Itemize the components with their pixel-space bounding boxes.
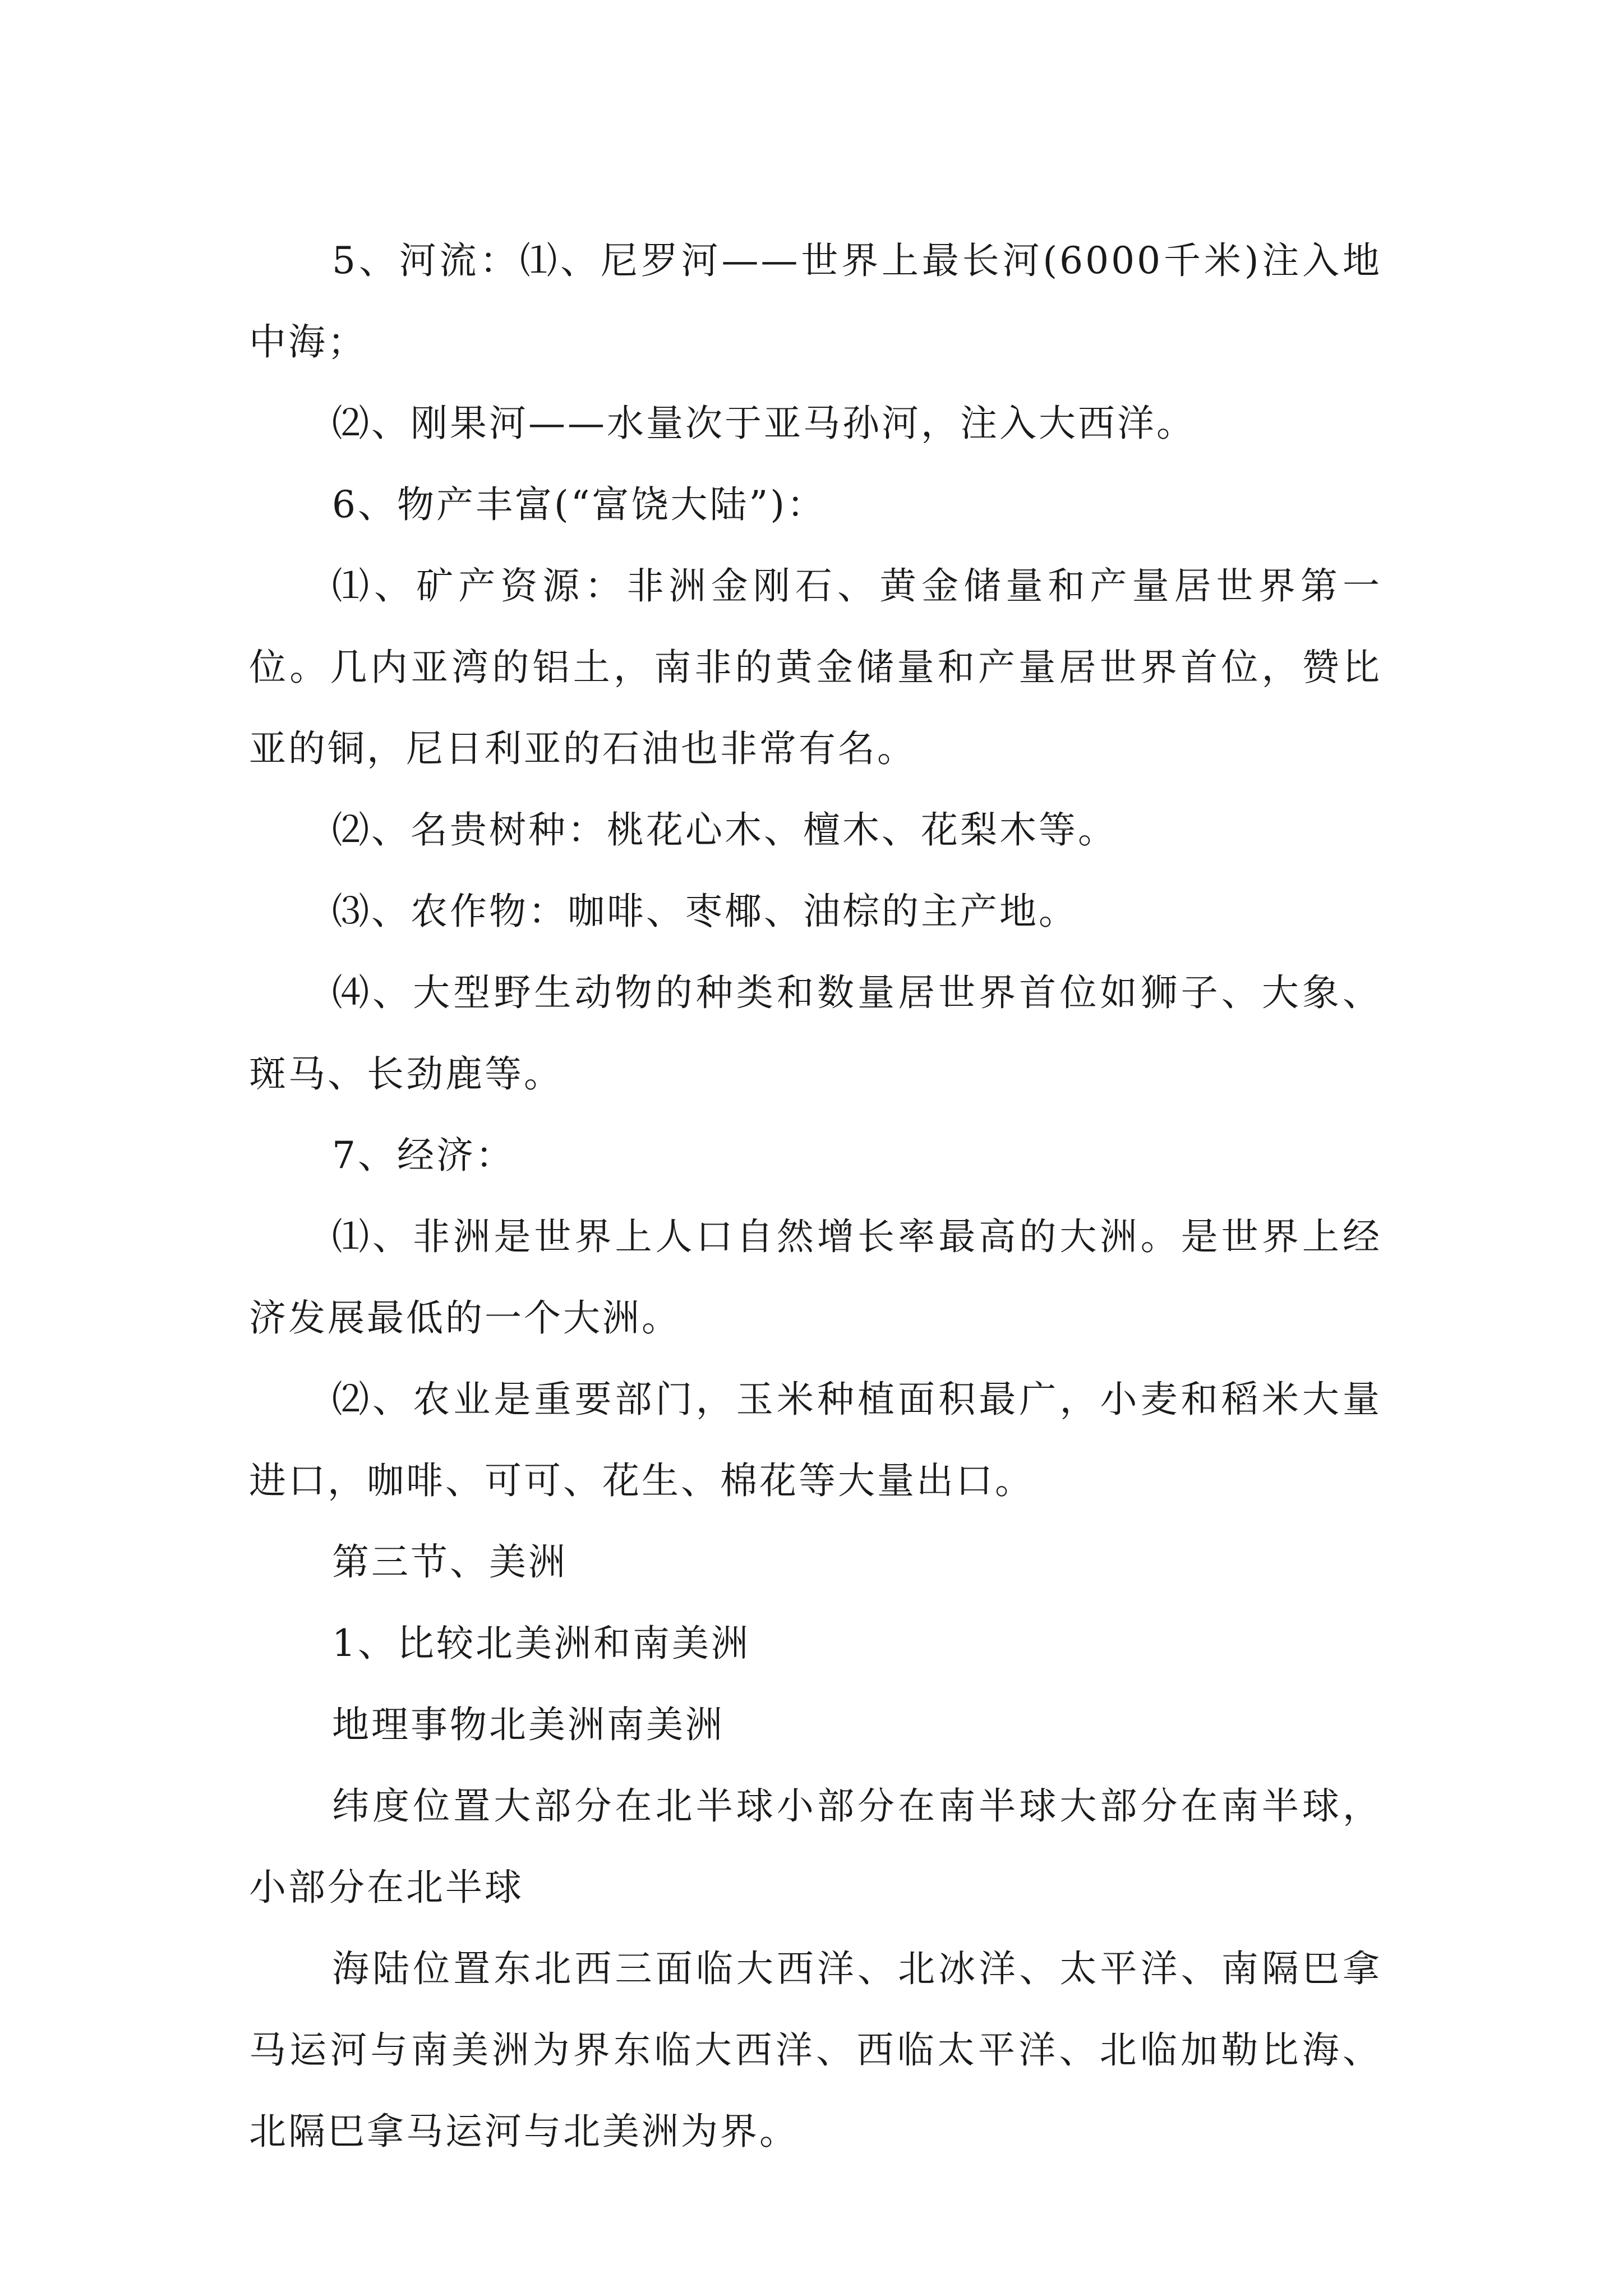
paragraph-economy-heading: 7、经济： — [332, 1134, 515, 1177]
paragraph-compare-columns: 地理事物北美洲南美洲 — [332, 1703, 725, 1746]
paragraph-products: 6、物产丰富(“富饶大陆”)： — [332, 483, 826, 526]
paragraph-sea-land: 海陆位置东北西三面临大西洋、北冰洋、太平洋、南隔巴拿马运河与南美洲为界东临大西洋、西临太平洋、北临加勒比海、北隔巴拿马运河与北美洲为界。 — [249, 1947, 1382, 2153]
section-heading-americas: 第三节、美洲 — [332, 1540, 568, 1584]
document-body — [249, 220, 1382, 2172]
paragraph-latitude: 纬度位置大部分在北半球小部分在南半球大部分在南半球，小部分在北半球 — [249, 1784, 1382, 1909]
paragraph-wildlife: ⑷、大型野生动物的种类和数量居世界首位如狮子、大象、斑马、长劲鹿等。 — [249, 971, 1382, 1096]
paragraph-population: ⑴、非洲是世界上人口自然增长率最高的大洲。是世界上经济发展最低的一个大洲。 — [249, 1215, 1382, 1340]
paragraph-minerals: ⑴、矿产资源：非洲金刚石、黄金储量和产量居世界第一位。几内亚湾的铝土，南非的黄金储量和产量居世界首位，赞比亚的铜，尼日利亚的石油也非常有名。 — [249, 564, 1382, 770]
paragraph-rivers: 5、河流：⑴、尼罗河——世界上最长河(6000千米)注入地中海； — [249, 239, 1382, 364]
paragraph-agriculture: ⑵、农业是重要部门，玉米种植面积最广，小麦和稻米大量进口，咖啡、可可、花生、棉花等大量出口。 — [249, 1378, 1382, 1502]
paragraph-trees: ⑵、名贵树种：桃花心木、檀木、花梨木等。 — [332, 808, 1117, 852]
paragraph-compare-heading: 1、比较北美洲和南美洲 — [332, 1622, 750, 1665]
paragraph-congo-river: ⑵、刚果河——水量次于亚马孙河，注入大西洋。 — [332, 402, 1196, 445]
paragraph-crops: ⑶、农作物：咖啡、枣椰、油棕的主产地。 — [332, 890, 1078, 933]
